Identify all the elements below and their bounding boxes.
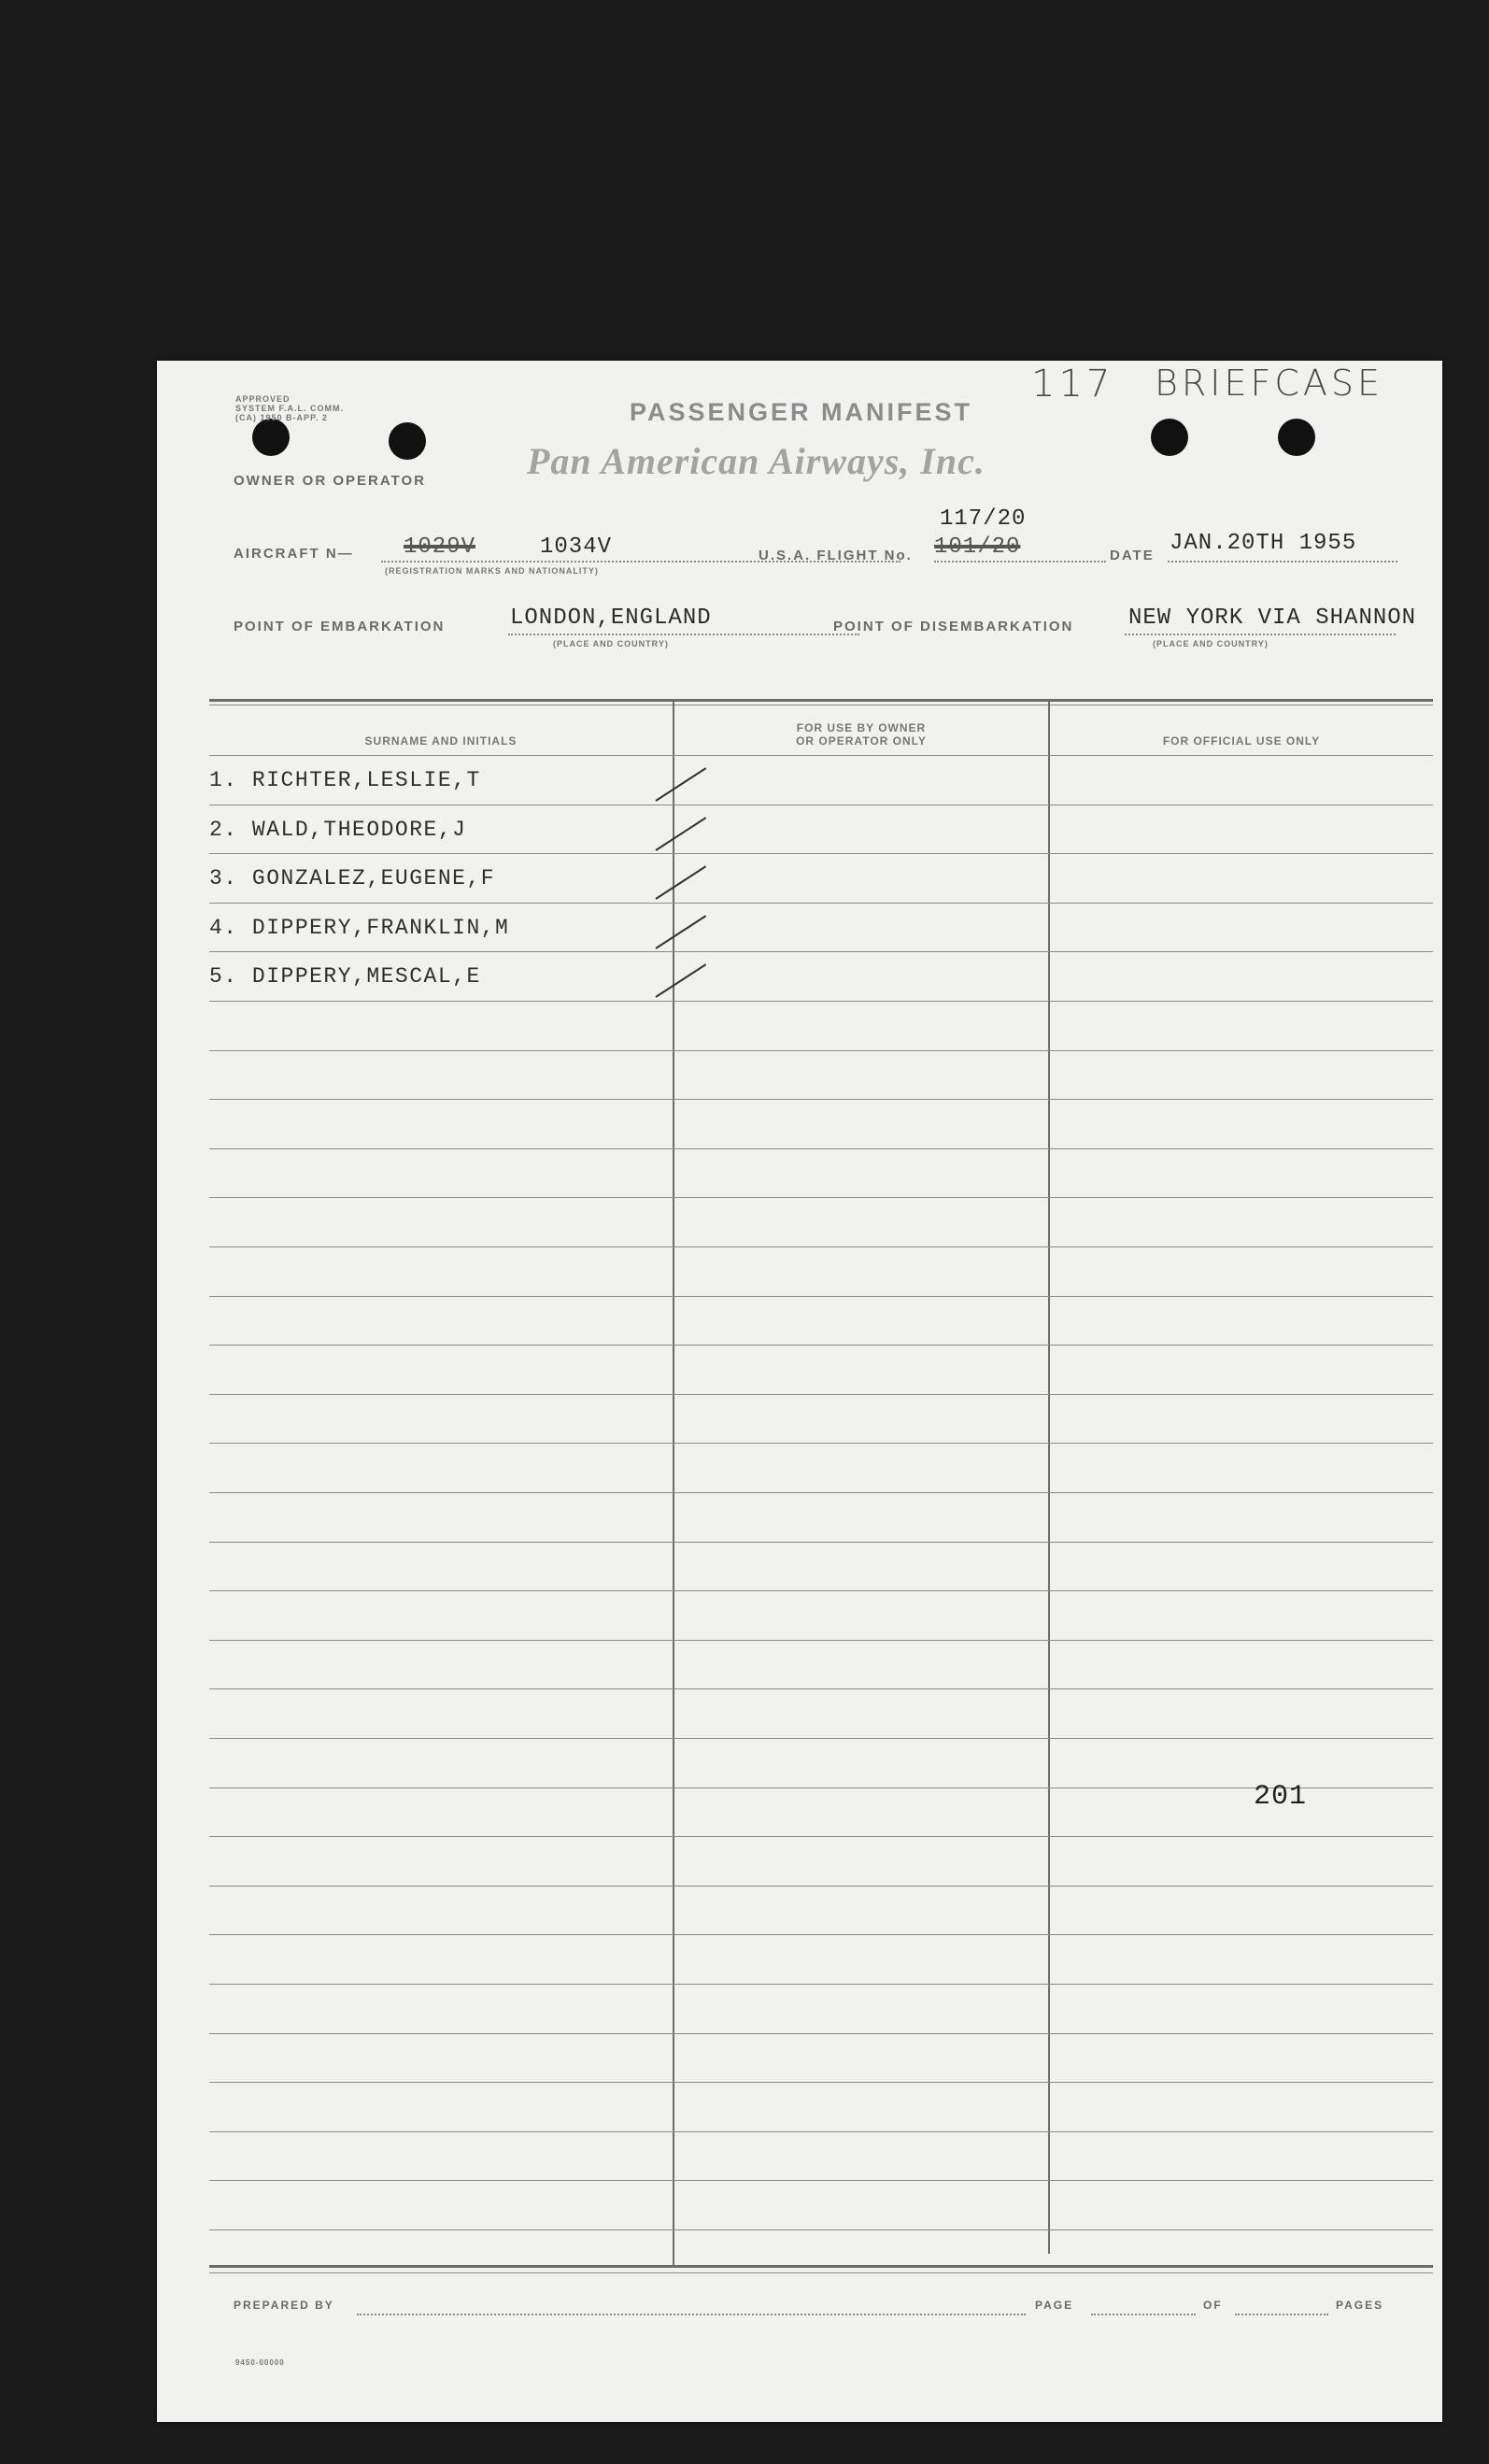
punch-hole <box>252 419 290 456</box>
passenger-name: 1. RICHTER,LESLIE,T <box>209 768 481 792</box>
ruled-line <box>209 1836 1433 1837</box>
ruled-line <box>209 1148 1433 1149</box>
disembarkation-line <box>1125 634 1396 635</box>
ruled-line <box>209 853 1433 854</box>
ruled-line <box>209 1934 1433 1935</box>
ruled-line <box>209 2180 1433 2181</box>
ruled-line <box>209 1099 1433 1100</box>
embarkation-label: POINT OF EMBARKATION <box>234 619 446 634</box>
disembarkation-value: NEW YORK VIA SHANNON <box>1128 605 1417 631</box>
table-bottom-rule <box>209 2265 1433 2268</box>
table-bottom-rule <box>209 2272 1433 2273</box>
ruled-line <box>209 1296 1433 1297</box>
handwritten-number: 117 <box>1031 363 1114 406</box>
ruled-line <box>209 1001 1433 1002</box>
passenger-name: 4. DIPPERY,FRANKLIN,M <box>209 916 510 940</box>
flight-line <box>934 561 1106 563</box>
ruled-line <box>209 1345 1433 1346</box>
ruled-line <box>209 1394 1433 1395</box>
passenger-name: 3. GONZALEZ,EUGENE,F <box>209 866 496 890</box>
ruled-line <box>209 1197 1433 1198</box>
table-top-rule <box>209 699 1433 702</box>
ruled-line <box>209 903 1433 904</box>
passenger-name: 5. DIPPERY,MESCAL,E <box>209 964 481 989</box>
form-number: 9450-00000 <box>235 2358 285 2367</box>
aircraft-old-value: 1029V <box>404 534 476 560</box>
passenger-table <box>209 699 1433 2274</box>
page-label: PAGE <box>1035 2299 1074 2312</box>
ruled-line <box>209 2229 1433 2230</box>
ruled-line <box>209 2131 1433 2132</box>
ruled-line <box>209 755 1433 756</box>
ruled-line <box>209 1984 1433 1985</box>
ruled-line <box>209 1886 1433 1887</box>
prepared-by-label: PREPARED BY <box>234 2299 334 2312</box>
disembarkation-caption: (PLACE AND COUNTRY) <box>1153 639 1269 648</box>
ruled-line <box>209 1246 1433 1247</box>
pages-label: PAGES <box>1336 2299 1384 2312</box>
check-mark <box>655 865 706 900</box>
ruled-line <box>209 1492 1433 1493</box>
ruled-line <box>209 1542 1433 1543</box>
ruled-line <box>209 1688 1433 1689</box>
column-header-official: FOR OFFICIAL USE ONLY <box>1162 734 1321 748</box>
ruled-line <box>209 1640 1433 1641</box>
embarkation-line <box>508 634 859 635</box>
punch-hole <box>389 422 426 460</box>
manifest-sheet <box>157 361 1442 2422</box>
disembarkation-label: POINT OF DISEMBARKATION <box>833 619 1074 634</box>
date-line <box>1168 561 1397 563</box>
column-divider <box>1048 699 1050 2254</box>
passenger-name: 2. WALD,THEODORE,J <box>209 818 467 842</box>
stamp-number: 201 <box>1254 1781 1308 1813</box>
ruled-line <box>209 2033 1433 2034</box>
check-mark <box>655 963 706 998</box>
column-header-operator: FOR USE BY OWNER OR OPERATOR ONLY <box>796 721 927 748</box>
embarkation-caption: (PLACE AND COUNTRY) <box>553 639 669 648</box>
owner-label: OWNER OR OPERATOR <box>234 473 426 489</box>
ruled-line <box>209 951 1433 952</box>
aircraft-caption: (REGISTRATION MARKS AND NATIONALITY) <box>385 566 599 576</box>
embarkation-value: LONDON,ENGLAND <box>510 605 712 631</box>
ruled-line <box>209 1738 1433 1739</box>
aircraft-value: 1034V <box>540 534 613 560</box>
flight-label: U.S.A. FLIGHT No. <box>759 548 913 563</box>
ruled-line <box>209 1443 1433 1444</box>
form-title: PASSENGER MANIFEST <box>630 398 973 426</box>
punch-hole <box>1151 419 1188 456</box>
ruled-line <box>209 2082 1433 2083</box>
punch-hole <box>1278 419 1315 456</box>
of-label: OF <box>1203 2299 1223 2312</box>
approval-note: APPROVED SYSTEM F.A.L. COMM. (CA) 1950 B-APP. 2 <box>235 394 345 422</box>
ruled-line <box>209 1787 1433 1788</box>
ruled-line <box>209 1050 1433 1051</box>
flight-old-value: 101/20 <box>934 534 1021 560</box>
flight-value: 117/20 <box>940 506 1027 532</box>
date-value: JAN.20TH 1955 <box>1170 531 1357 556</box>
of-line <box>1235 2314 1328 2315</box>
page-line <box>1091 2314 1196 2315</box>
column-header-name: SURNAME AND INITIALS <box>364 734 518 748</box>
check-mark <box>655 817 706 851</box>
check-mark <box>655 767 706 802</box>
ruled-line <box>209 1590 1433 1591</box>
company-name: Pan American Airways, Inc. <box>527 440 986 482</box>
handwritten-note: BRIEFCASE <box>1155 363 1384 404</box>
check-mark <box>655 915 706 949</box>
date-label: DATE <box>1110 548 1155 563</box>
prepared-by-line <box>357 2314 1026 2315</box>
aircraft-label: AIRCRAFT N— <box>234 546 354 562</box>
